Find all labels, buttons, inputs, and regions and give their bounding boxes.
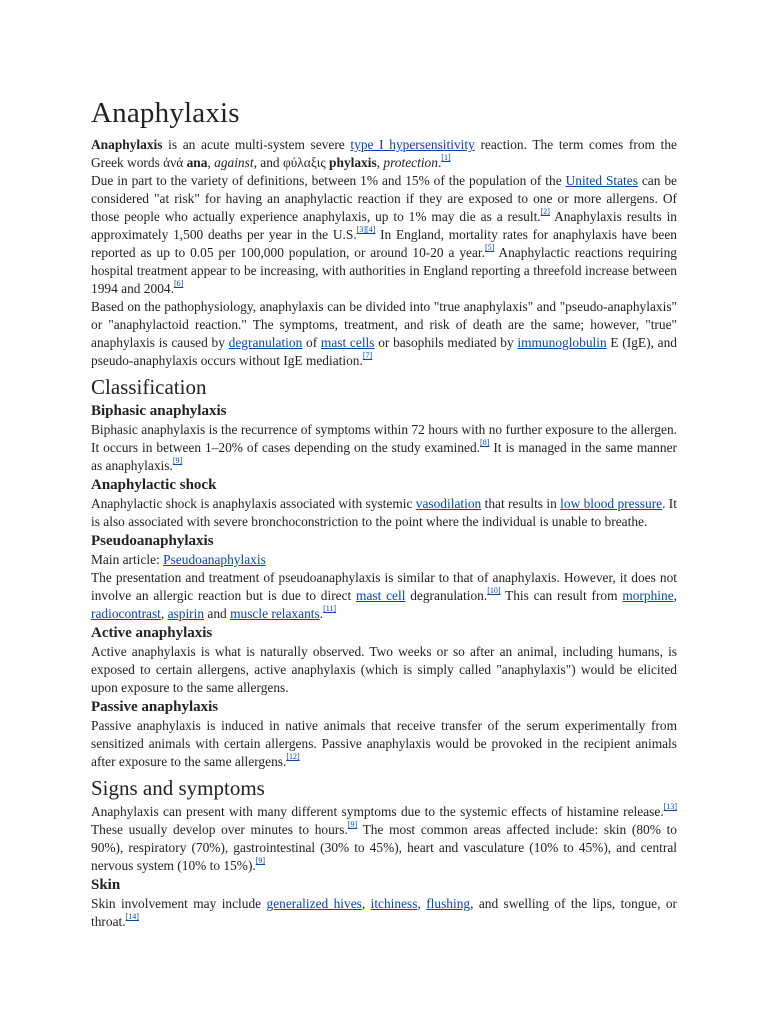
subheading-skin: Skin	[91, 877, 121, 893]
link-low-blood-pressure[interactable]: low blood pressure	[560, 496, 663, 511]
section-heading-signs-and-symptoms: Signs and symptoms	[91, 776, 265, 800]
link-mast-cell[interactable]: mast cell	[356, 588, 406, 603]
page-title: Anaphylaxis	[91, 97, 240, 129]
article	[91, 96, 677, 931]
ref-link[interactable]: [10]	[487, 586, 501, 595]
subheading-active-anaphylaxis: Active anaphylaxis	[91, 625, 213, 641]
shock-paragraph: Anaphylactic shock is anaphylaxis associated with systemic vasodilation that results in low blood pressure. It is also associated with severe bronchoconstriction to the point where the individual is unable to breathe.	[91, 496, 677, 529]
ref-link[interactable]: [14]	[125, 912, 139, 921]
ref-link[interactable]: [6]	[173, 279, 184, 288]
subheading-biphasic: Biphasic anaphylaxis	[91, 403, 227, 419]
main-article-note: Main article: Pseudoanaphylaxis	[91, 552, 266, 567]
ref-link[interactable]: [9]	[172, 456, 183, 465]
subheading-pseudoanaphylaxis: Pseudoanaphylaxis	[91, 533, 214, 549]
intro-paragraph: Anaphylaxis is an acute multi-system severe type I hypersensitivity reaction. The term comes from the Greek words ἀνά ana, against, and φύλαξις phylaxis, protection.[1]	[91, 137, 677, 170]
skin-paragraph: Skin involvement may include generalized hives, itchiness, flushing, and swelling of the lips, tongue, or throat.[14]	[91, 896, 677, 929]
biphasic-paragraph: Biphasic anaphylaxis is the recurrence of symptoms within 72 hours with no further exposure to the allergen. It occurs in between 1–20% of cases depending on the study examined.[8] It is managed in the same manner as anaphylaxis.[9]	[91, 422, 677, 473]
ref-link[interactable]: [3][4]	[356, 225, 376, 234]
link-immunoglobulin[interactable]: immunoglobulin	[517, 335, 607, 350]
link-muscle-relaxants[interactable]: muscle relaxants	[230, 606, 320, 621]
link-flushing[interactable]: flushing	[426, 896, 471, 911]
subheading-passive-anaphylaxis: Passive anaphylaxis	[91, 699, 219, 715]
pseudo-paragraph: The presentation and treatment of pseudoanaphylaxis is similar to that of anaphylaxis. However, it does not involve an allergic reaction but is due to direct mast cell degranulation.[10] This can result from morphine, radiocontrast, aspirin and muscle relaxants.[11]	[91, 570, 677, 621]
link-pseudoanaphylaxis[interactable]: Pseudoanaphylaxis	[163, 552, 266, 567]
epidemiology-paragraph: Due in part to the variety of definitions, between 1% and 15% of the population of the United States can be considered "at risk" for having an anaphylactic reaction if they are exposed to one or more allergens. Of those people who actually experience anaphylaxis, up to 1% may die as a result.[2] Anaphylaxis results in approximately 1,500 deaths per year in the U.S.[3][4] In England, mortality rates for anaphylaxis have been reported as up to 0.05 per 100,000 population, or around 10-20 a year.[5] Anaphylactic reactions requiring hospital treatment appear to be increasing, with authorities in England reporting a threefold increase between 1994 and 2004.[6]	[91, 173, 678, 296]
pathophysiology-paragraph: Based on the pathophysiology, anaphylaxis can be divided into "true anaphylaxis" and "pseudo-anaphylaxis" or "anaphylactoid reaction." The symptoms, treatment, and risk of death are the same; however, "true" anaphylaxis is caused by degranulation of mast cells or basophils mediated by immunoglobulin E (IgE), and pseudo-anaphylaxis occurs without IgE mediation.[7]	[91, 299, 677, 368]
ref-link[interactable]: [8]	[480, 438, 490, 447]
link-itchiness[interactable]: itchiness	[370, 896, 418, 911]
ref-link[interactable]: [2]	[540, 207, 550, 216]
active-paragraph: Active anaphylaxis is what is naturally observed. Two weeks or so after an animal, including humans, is exposed to certain allergens, active anaphylaxis (which is simply called "anaphylaxis") would be elicited upon exposure to the same allergens.	[91, 644, 677, 695]
link-generalized-hives[interactable]: generalized hives	[266, 896, 362, 911]
ref-link[interactable]: [9]	[347, 820, 358, 829]
ref-link[interactable]: [9]	[255, 856, 266, 865]
section-heading-classification: Classification	[91, 375, 207, 399]
ref-link[interactable]: [13]	[663, 802, 677, 811]
link-radiocontrast[interactable]: radiocontrast	[91, 606, 161, 621]
term-bold: Anaphylaxis	[91, 137, 163, 152]
ref-link[interactable]: [1]	[441, 153, 451, 162]
link-united-states[interactable]: United States	[565, 173, 638, 188]
link-mast-cells[interactable]: mast cells	[320, 335, 375, 350]
subheading-anaphylactic-shock: Anaphylactic shock	[91, 477, 217, 493]
ref-link[interactable]: [5]	[484, 243, 495, 252]
link-morphine[interactable]: morphine	[622, 588, 674, 603]
ref-link[interactable]: [12]	[286, 752, 300, 761]
ref-link[interactable]: [7]	[362, 351, 373, 360]
link-aspirin[interactable]: aspirin	[167, 606, 205, 621]
signs-paragraph: Anaphylaxis can present with many different symptoms due to the systemic effects of histamine release.[13] These usually develop over minutes to hours.[9] The most common areas affected include: skin (80% to 90%), respiratory (70%), gastrointestinal (30% to 45%), heart and vasculature (10% to 45%), and central nervous system (10% to 15%).[9]	[91, 802, 678, 873]
link-type-i-hypersensitivity[interactable]: type I hypersensitivity	[350, 137, 475, 152]
ref-link[interactable]: [11]	[323, 604, 337, 613]
passive-paragraph: Passive anaphylaxis is induced in native animals that receive transfer of the serum experimentally from sensitized animals with certain allergens. Passive anaphylaxis would be provoked in the recipient animals after exposure to the same allergens.[12]	[91, 718, 677, 769]
link-vasodilation[interactable]: vasodilation	[415, 496, 482, 511]
link-degranulation[interactable]: degranulation	[228, 335, 303, 350]
